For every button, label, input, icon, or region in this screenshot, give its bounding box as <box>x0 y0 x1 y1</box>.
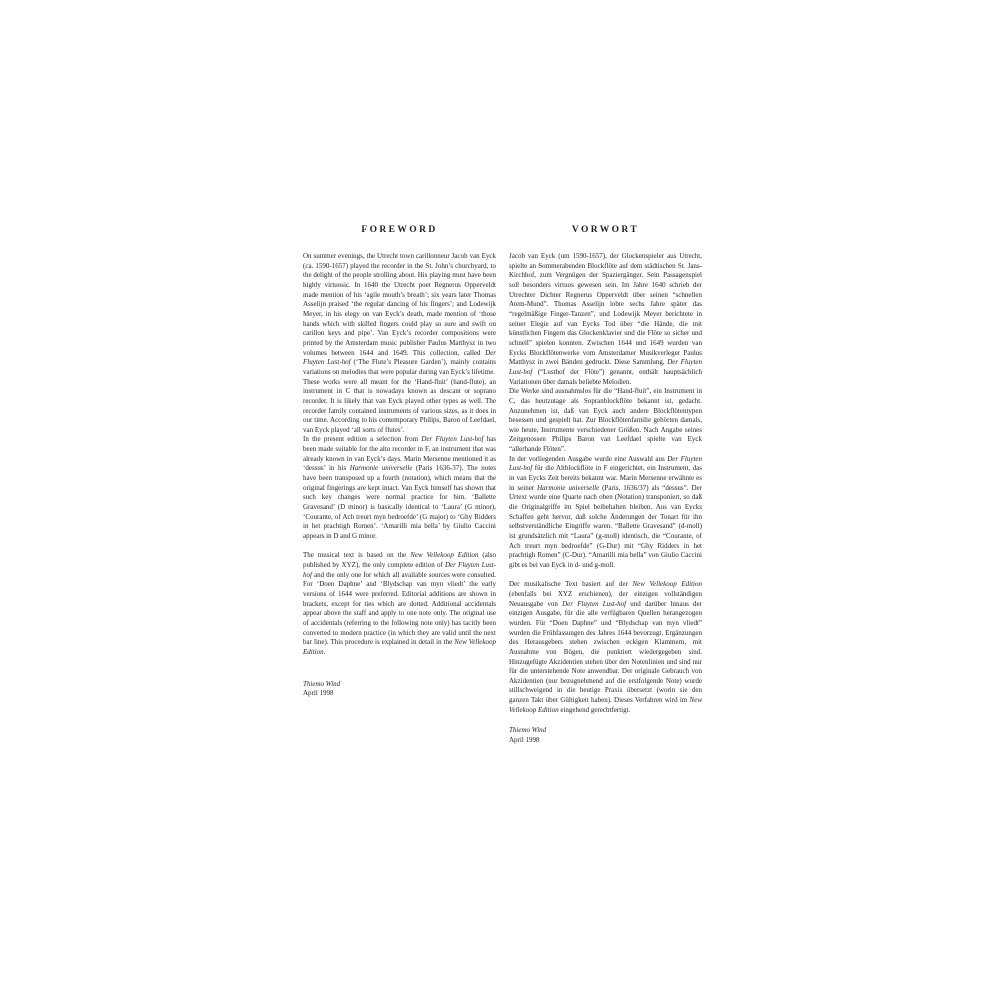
vorwort-paragraph-1: Jacob van Eyck (um 1590-1657), der Glockenspieler aus Utrecht, spielte an Sommerabenden Blockflöte auf dem städtischen St. Jans-Kirchhof, zum Vergnügen der Spaziergänger. Sein Passagenspiel soll besonders virtuos gewesen sein. Im Jahre 1640 schrieb der Utrechter Dichter Regnerus Opperveldt über seinen “schnellen Atem-Mund”. Thomas Asselijn lobte sechs Jahre später das “regelmäßige Finger-Tanzen”, und Lodewijk Meyer berichtete in seiner Elegie auf van Eycks Tod über “die Hände, die mit künstlichen Fingern das Glockenklavier und die Flöte so sicher und schnell” spielen konnten. Zwischen 1644 und 1649 wurden van Eycks Blockflötenwerke vom Amsterdamer Musikverleger Paulus Matthysz in zwei Bänden gedruckt. Diese Sammlung, Der Fluyten Lust-hof (“Lusthof der Flöte”) genannt, enthält hauptsächlich Variationen über damals beliebte Melodien. <box>509 252 702 386</box>
foreword-paragraph-1: On summer evenings, the Utrecht town carillonneur Jacob van Eyck (ca. 1590-1657) played the recorder in the St. John’s churchyard, to the delight of the people strolling about. His playing must have been highly virtuosic. In 1640 the Utrecht poet Regnerus Opperveldt made mention of his ‘agile mouth’s breath’; six years later Thomas Asselijn praised ‘the regular dancing of his fingers’; and Lodewijk Meyer, in his elegy on van Eyck’s death, made mention of ‘those hands which with skilled fingers could play so sure and swift on carillon keys and pipe’. Van Eyck’s recorder compositions were printed by the Amsterdam music publisher Paulus Matthysz in two volumes between 1644 and 1649. This collection, called Der Fluyten Lust-hof (‘The Flute’s Pleasure Garden’), mainly contains variations on melodies that were popular during van Eyck’s lifetime. <box>303 252 496 376</box>
two-column-layout <box>303 225 703 746</box>
foreword-heading: FOREWORD <box>361 225 438 235</box>
vorwort-column <box>509 225 702 746</box>
signature-date: April 1998 <box>303 689 334 698</box>
signature-date: April 1998 <box>509 736 540 745</box>
foreword-paragraph-4: The musical text is based on the New Vellekoop Edition (also published by XYZ), the only complete edition of Der Fluyten Lust-hof and the only one for which all available sources were consulted. For ‘Doen Daphne’ and ‘Blydschap van myn vliedt’ the early versions of 1644 were preferred. Editorial additions are shown in brackets, except for ties which are dotted. Additional accidentals appear above the staff and apply to one note only. The original use of accidentals (referring to the following note only) has tacitly been converted to modern practice (in which they are valid until the next bar line). This procedure is explained in detail in the New Vellekoop Edition. <box>303 551 497 656</box>
vorwort-signature <box>509 726 702 745</box>
vorwort-paragraph-4: Der musikalische Text basiert auf der New Vellekoop Edition (ebenfalls bei XYZ erschienen), der einzigen vollständigen Neuausgabe von Der Fluyten Lust-hof und darüber hinaus der einzigen Ausgabe, für die alle verfügbaren Quellen herangezogen wurden. Für “Doen Daphne” und “Blydschap van myn vliedt” wurden die Frühfassungen des Jahres 1644 bevorzugt. Ergänzungen des Herausgebers stehen zwischen eckigen Klammern, mit Ausnahme von Bögen, die punktiert wiedergegeben sind. Hinzugefügte Akzidentien stehen über den Notenlinien und sind nur für die unterstehende Note anwendbar. Der originale Gebrauch von Akzidentien (nur bezugnehmend auf die erstfolgende Note) wurde stillschweigend in die heutige Praxis übersetzt (worin sie den ganzen Takt über Gültigkeit haben). Dieses Verfahren wird im New Vellekoop Edition eingehend gerechtfertigt. <box>509 580 702 714</box>
foreword-paragraph-3: In the present edition a selection from Der Fluyten Lust-hof has been made suitable for the alto recorder in F, an instrument that was already known in van Eyck’s days. Marin Mersenne mentioned it as ‘dessus’ in his Harmonie universelle (Paris 1636-37). The notes have been transposed up a fourth (notation), which means that the original fingerings are kept intact. Van Eyck himself has shown that such key changes were normal practice for him. ‘Ballette Gravesand’ (D minor) is basically identical to ‘Laura’ (G minor), ‘Courante, of Ach treurt myn bedroefde’ (G major) to ‘Ghy Ridders in het prachtigh Romen’. ‘Amarilli mia bella’ by Giulio Caccini appears in D and G minor. <box>303 435 496 541</box>
vorwort-heading: VORWORT <box>571 225 640 235</box>
signature-name: Thiemo Wind <box>509 726 547 735</box>
foreword-column <box>303 225 496 746</box>
foreword-signature <box>303 680 496 699</box>
vorwort-paragraph-3: In der vorliegenden Ausgabe wurde eine Auswahl aus Der Fluyten Lust-hof für die Altblockflöte in F eingerichtet, ein Instrument, das in van Eycks Zeit bereits bekannt war. Marin Mersenne erwähnte es in seiner Harmonie universelle (Paris, 1636/37) als “dessus”. Der Urtext wurde eine Quarte nach oben (Notation) transponiert, so daß die Originalgriffe im Spiel beibehalten bleiben. Aus van Eycks Schaffen geht hervor, daß solche Änderungen der Tonart für ihn selbstverständliche Eingriffe waren. “Ballette Gravesand” (d-moll) ist grundsätzlich mit “Laura” (g-moll) identisch, die “Courante, of Ach treurt myn bedroefde” (G-Dur) mit “Ghy Ridders in het prachtigh Romen” (C-Dur). “Amarilli mia bella” von Giulio Caccini gibt es bei van Eyck in d- und g-moll. <box>509 454 702 569</box>
foreword-paragraph-2: These works were all meant for the ‘Hand-fluit’ (hand-flute), an instrument in C that is nowadays known as descant or soprano recorder. It is likely that van Eyck played other types as well. The recorder family contained instruments of various sizes, as it does in our time. According to his contemporary Philips, Baron of Leefdael, van Eyck played ‘all sorts of flutes’. <box>303 377 496 434</box>
signature-name: Thiemo Wind <box>303 679 341 688</box>
vorwort-paragraph-2: Die Werke sind ausnahmslos für die “Hand-fluit”, ein Instrument in C, das heutzutage als Sopranblockflöte bekannt ist, gedacht. Anzunehmen ist, daß van Eyck auch andere Blockflötentypen besessen und gespielt hat. Zur Blockflötenfamilie gehörten damals, wie heute, Instrumente verschiedener Größen. Nach Angabe seines Zeitgenossen Philips Baron van Leefdael spielte van Eyck “allerhande Flöten”. <box>509 387 702 454</box>
